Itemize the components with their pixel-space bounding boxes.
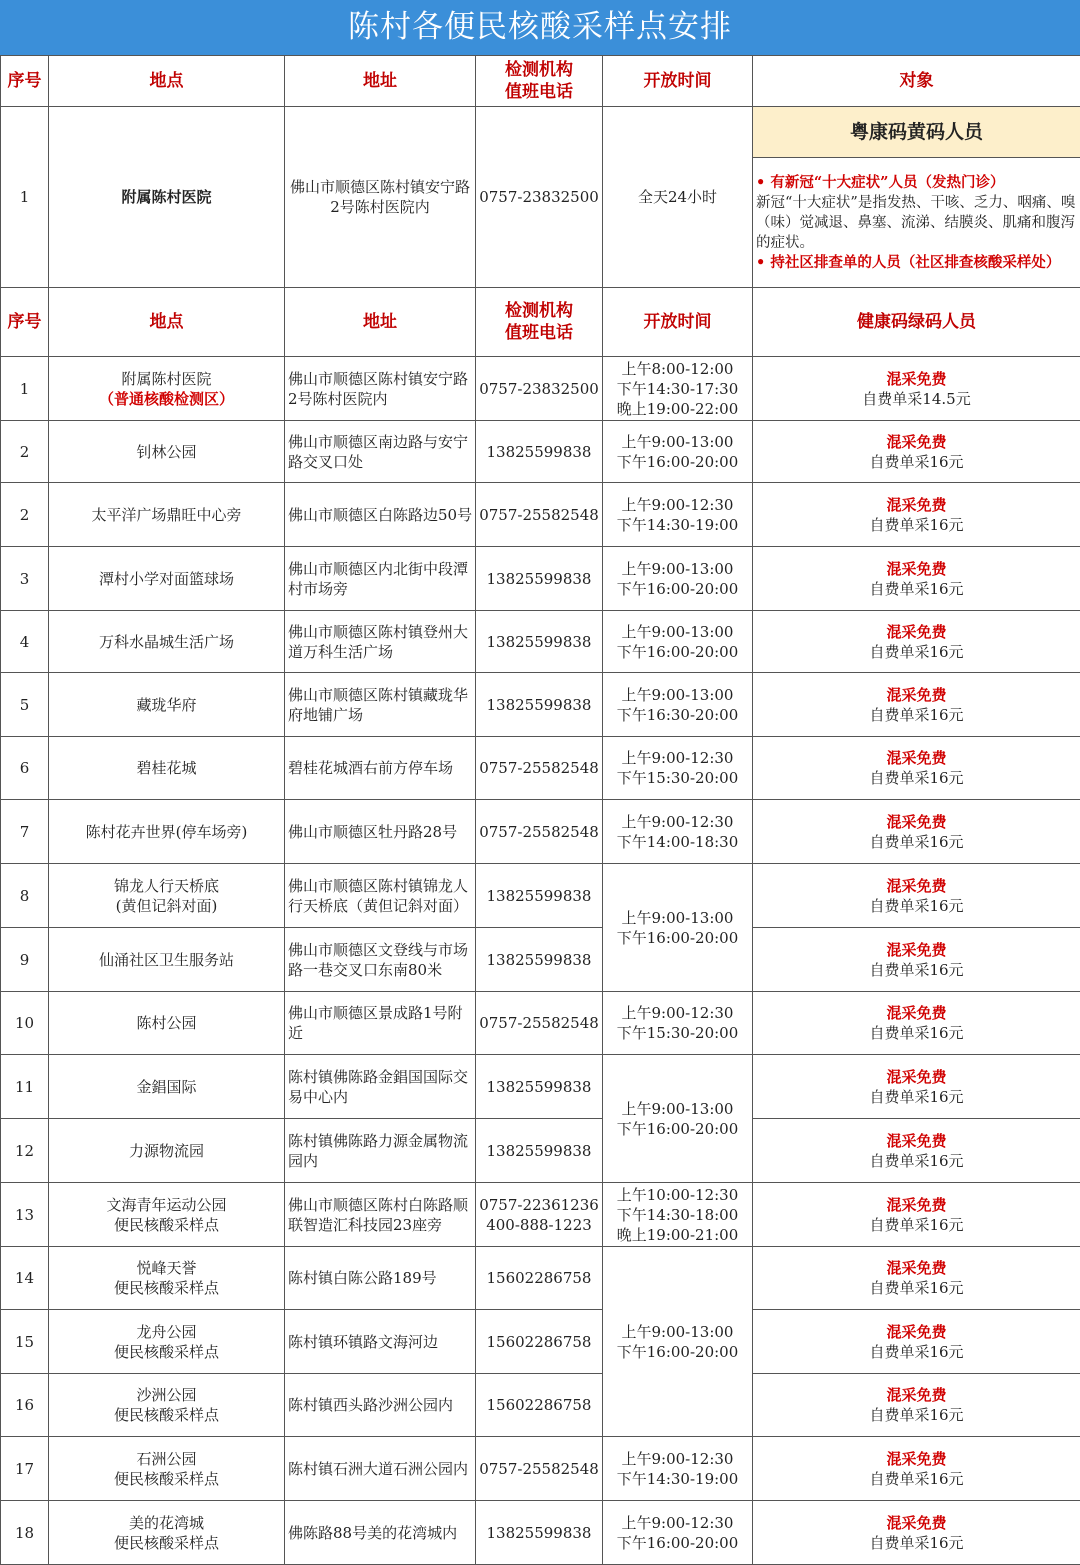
row-time xyxy=(603,547,753,611)
row-target xyxy=(753,1247,1080,1310)
phone-number: 13825599838 xyxy=(487,1524,592,1542)
place-subtitle: （普通核酸检测区） xyxy=(99,390,234,408)
place-name: 陈村公园 xyxy=(136,1014,196,1032)
time-slot: 下午16:00-20:00 xyxy=(617,643,739,661)
time-slot: 上午9:00-13:00 xyxy=(622,1100,734,1118)
row-address: 佛山市顺德区陈村白陈路顺联智造汇科技园23座旁 xyxy=(285,1183,476,1247)
row-place xyxy=(49,421,285,483)
row-seq: 2 xyxy=(1,483,49,547)
table-row xyxy=(1,928,1080,992)
single-sample-price: 自费单采16元 xyxy=(869,1406,963,1424)
row-address: 佛山市顺德区陈村镇安宁路2号陈村医院内 xyxy=(285,107,476,288)
row-seq: 10 xyxy=(1,992,49,1055)
row-seq: 16 xyxy=(1,1374,49,1437)
row-time xyxy=(603,1183,753,1247)
time-slot: 下午16:00-20:00 xyxy=(617,580,739,598)
row-place xyxy=(49,611,285,673)
row-address: 佛山市顺德区景成路1号附近 xyxy=(285,992,476,1055)
row-address: 陈村镇白陈公路189号 xyxy=(285,1247,476,1310)
time-slot: 上午9:00-12:30 xyxy=(622,813,734,831)
place-name: 龙舟公园 xyxy=(136,1323,196,1341)
row-seq: 1 xyxy=(1,357,49,421)
row-place: 附属陈村医院 xyxy=(49,107,285,288)
single-sample-price: 自费单采16元 xyxy=(869,580,963,598)
header-time: 开放时间 xyxy=(603,56,753,107)
row-time: 全天24小时 xyxy=(603,107,753,288)
single-sample-price: 自费单采16元 xyxy=(869,897,963,915)
row-target xyxy=(753,928,1080,992)
row-place xyxy=(49,1247,285,1310)
single-sample-price: 自费单采16元 xyxy=(869,1216,963,1234)
header-address: 地址 xyxy=(285,56,476,107)
phone-number: 0757-25582548 xyxy=(479,1460,599,1478)
time-slot: 晚上19:00-21:00 xyxy=(617,1226,739,1244)
row-target xyxy=(753,1183,1080,1247)
row-phone xyxy=(476,1501,603,1565)
header-phone xyxy=(476,288,603,357)
phone-number: 15602286758 xyxy=(487,1396,592,1414)
header-phone-line2: 值班电话 xyxy=(505,323,573,343)
row-address: 陈村镇石洲大道石洲公园内 xyxy=(285,1437,476,1501)
free-pooled-label: 混采免费 xyxy=(886,749,946,767)
phone-number: 13825599838 xyxy=(487,1142,592,1160)
table-row xyxy=(1,1119,1080,1183)
row-target xyxy=(753,1374,1080,1437)
row-seq: 11 xyxy=(1,1055,49,1119)
place-name: 太平洋广场鼎旺中心旁 xyxy=(91,506,241,524)
table-row xyxy=(1,483,1080,547)
place-name-line2: 便民核酸采样点 xyxy=(114,1279,219,1297)
table-row xyxy=(1,1501,1080,1565)
time-slot: 上午9:00-13:00 xyxy=(622,909,734,927)
header-phone xyxy=(476,56,603,107)
table-row xyxy=(1,673,1080,737)
row-seq: 5 xyxy=(1,673,49,737)
free-pooled-label: 混采免费 xyxy=(886,1514,946,1532)
row-address: 陈村镇佛陈路力源金属物流园内 xyxy=(285,1119,476,1183)
phone-number: 0757-23832500 xyxy=(479,380,599,398)
time-slot: 上午9:00-12:30 xyxy=(622,1450,734,1468)
time-slot: 上午9:00-13:00 xyxy=(622,623,734,641)
time-slot: 下午16:00-20:00 xyxy=(617,453,739,471)
single-sample-price: 自费单采16元 xyxy=(869,769,963,787)
row-seq: 2 xyxy=(1,421,49,483)
row-address: 佛山市顺德区陈村镇安宁路2号陈村医院内 xyxy=(285,357,476,421)
header-address: 地址 xyxy=(285,288,476,357)
time-slot: 上午10:00-12:30 xyxy=(617,1186,739,1204)
place-name: 沙洲公园 xyxy=(136,1386,196,1404)
table-row xyxy=(1,357,1080,421)
row-phone xyxy=(476,1055,603,1119)
row-phone xyxy=(476,1310,603,1374)
phone-number: 13825599838 xyxy=(487,1078,592,1096)
row-target xyxy=(753,1501,1080,1565)
symptom-description: 新冠“十大症状”是指发热、干咳、乏力、咽痛、嗅 （味）觉减退、鼻塞、流涕、结膜炎、肌痛和腹泻的症状。 xyxy=(756,193,1077,253)
place-name: 碧桂花城 xyxy=(136,759,196,777)
free-pooled-label: 混采免费 xyxy=(886,496,946,514)
row-target xyxy=(753,864,1080,928)
row-address: 佛山市顺德区陈村镇锦龙人行天桥底（黄但记斜对面） xyxy=(285,864,476,928)
single-sample-price: 自费单采16元 xyxy=(869,1088,963,1106)
header-seq: 序号 xyxy=(1,288,49,357)
free-pooled-label: 混采免费 xyxy=(886,941,946,959)
time-slot: 下午14:30-19:00 xyxy=(617,516,739,534)
row-place xyxy=(49,737,285,800)
row-phone xyxy=(476,992,603,1055)
table-row xyxy=(1,611,1080,673)
row-phone: 0757-23832500 xyxy=(476,107,603,288)
row-seq: 18 xyxy=(1,1501,49,1565)
phone-number: 13825599838 xyxy=(487,887,592,905)
row-time xyxy=(603,992,753,1055)
single-sample-price: 自费单采16元 xyxy=(869,1152,963,1170)
place-name: 美的花湾城 xyxy=(129,1514,204,1532)
free-pooled-label: 混采免费 xyxy=(886,560,946,578)
row-target xyxy=(753,1437,1080,1501)
single-sample-price: 自费单采16元 xyxy=(869,833,963,851)
phone-number: 13825599838 xyxy=(487,443,592,461)
yellow-code-details xyxy=(753,158,1080,288)
place-name-line2: 便民核酸采样点 xyxy=(114,1406,219,1424)
row-time xyxy=(603,864,753,992)
header-phone-line1: 检测机构 xyxy=(505,60,573,80)
header-time: 开放时间 xyxy=(603,288,753,357)
place-name: 万科水晶城生活广场 xyxy=(99,633,234,651)
table-row xyxy=(1,1374,1080,1437)
phone-number: 13825599838 xyxy=(487,633,592,651)
phone-number: 0757-25582548 xyxy=(479,759,599,777)
table-row xyxy=(1,1183,1080,1247)
place-name: 仙涌社区卫生服务站 xyxy=(99,951,234,969)
phone-number: 13825599838 xyxy=(487,570,592,588)
row-target xyxy=(753,737,1080,800)
table-row xyxy=(1,800,1080,864)
row-address: 陈村镇佛陈路金錩国国际交易中心内 xyxy=(285,1055,476,1119)
free-pooled-label: 混采免费 xyxy=(886,813,946,831)
single-sample-price: 自费单采16元 xyxy=(869,1024,963,1042)
row-time xyxy=(603,800,753,864)
phone-number-2: 400-888-1223 xyxy=(486,1216,592,1234)
row-place xyxy=(49,864,285,928)
row-address: 佛山市顺德区南边路与安宁路交叉口处 xyxy=(285,421,476,483)
row-phone xyxy=(476,547,603,611)
row-seq: 8 xyxy=(1,864,49,928)
free-pooled-label: 混采免费 xyxy=(886,623,946,641)
row-place xyxy=(49,1374,285,1437)
row-time xyxy=(603,1055,753,1183)
row-place xyxy=(49,547,285,611)
row-target xyxy=(753,421,1080,483)
header-phone-line2: 值班电话 xyxy=(505,82,573,102)
time-slot: 上午9:00-12:30 xyxy=(622,749,734,767)
row-place xyxy=(49,1055,285,1119)
row-phone xyxy=(476,864,603,928)
time-slot: 晚上19:00-22:00 xyxy=(617,400,739,418)
page-title: 陈村各便民核酸采样点安排 xyxy=(0,0,1080,55)
single-sample-price: 自费单采16元 xyxy=(869,961,963,979)
row-address: 佛山市顺德区陈村镇藏珑华府地铺广场 xyxy=(285,673,476,737)
time-slot: 上午9:00-12:30 xyxy=(622,1514,734,1532)
row-target xyxy=(753,1310,1080,1374)
single-sample-price: 自费单采16元 xyxy=(869,1534,963,1552)
place-name-line2: 便民核酸采样点 xyxy=(114,1470,219,1488)
row-phone xyxy=(476,357,603,421)
place-name: 潭村小学对面篮球场 xyxy=(99,570,234,588)
free-pooled-label: 混采免费 xyxy=(886,370,946,388)
time-slot: 上午9:00-13:00 xyxy=(622,1323,734,1341)
row-place xyxy=(49,1501,285,1565)
row-seq: 14 xyxy=(1,1247,49,1310)
single-sample-price: 自费单采16元 xyxy=(869,706,963,724)
table-row xyxy=(1,421,1080,483)
row-target xyxy=(753,1119,1080,1183)
table-row xyxy=(1,864,1080,928)
table-header xyxy=(1,56,1080,107)
single-sample-price: 自费单采14.5元 xyxy=(862,390,970,408)
free-pooled-label: 混采免费 xyxy=(886,1450,946,1468)
row-time xyxy=(603,611,753,673)
time-slot: 下午14:30-17:30 xyxy=(617,380,739,398)
row-place xyxy=(49,1310,285,1374)
table-row xyxy=(1,1055,1080,1119)
row-address: 佛山市顺德区白陈路边50号 xyxy=(285,483,476,547)
row-phone xyxy=(476,673,603,737)
table-row xyxy=(1,1437,1080,1501)
time-slot: 下午16:00-20:00 xyxy=(617,929,739,947)
row-time xyxy=(603,673,753,737)
row-address: 佛山市顺德区牡丹路28号 xyxy=(285,800,476,864)
table-row xyxy=(1,992,1080,1055)
row-target xyxy=(753,1055,1080,1119)
table-row xyxy=(1,1310,1080,1374)
time-slot: 上午9:00-12:30 xyxy=(622,496,734,514)
phone-number: 15602286758 xyxy=(487,1333,592,1351)
place-name: 锦龙人行天桥底 xyxy=(114,877,219,895)
phone-number: 0757-25582548 xyxy=(479,823,599,841)
header-target: 对象 xyxy=(753,56,1080,107)
single-sample-price: 自费单采16元 xyxy=(869,1343,963,1361)
time-slot: 下午16:00-20:00 xyxy=(617,1343,739,1361)
row-seq: 1 xyxy=(1,107,49,288)
place-name: 力源物流园 xyxy=(129,1142,204,1160)
place-name: 藏珑华府 xyxy=(136,696,196,714)
time-slot: 下午16:00-20:00 xyxy=(617,1120,739,1138)
row-address: 佛山市顺德区文登线与市场路一巷交叉口东南80米 xyxy=(285,928,476,992)
row-place xyxy=(49,928,285,992)
place-name-line2: 便民核酸采样点 xyxy=(114,1534,219,1552)
time-slot: 上午8:00-12:00 xyxy=(622,360,734,378)
row-phone xyxy=(476,928,603,992)
free-pooled-label: 混采免费 xyxy=(886,1259,946,1277)
free-pooled-label: 混采免费 xyxy=(886,686,946,704)
place-name: 附属陈村医院 xyxy=(121,370,211,388)
free-pooled-label: 混采免费 xyxy=(886,1132,946,1150)
row-place xyxy=(49,1119,285,1183)
row-place xyxy=(49,1437,285,1501)
header-seq: 序号 xyxy=(1,56,49,107)
row-seq: 3 xyxy=(1,547,49,611)
row-time xyxy=(603,737,753,800)
row-address: 陈村镇环镇路文海河边 xyxy=(285,1310,476,1374)
row-phone xyxy=(476,1183,603,1247)
row-phone xyxy=(476,483,603,547)
single-sample-price: 自费单采16元 xyxy=(869,453,963,471)
row-phone xyxy=(476,1437,603,1501)
row-place xyxy=(49,1183,285,1247)
row-target xyxy=(753,800,1080,864)
time-slot: 下午16:00-20:00 xyxy=(617,1534,739,1552)
phone-number: 0757-25582548 xyxy=(479,1014,599,1032)
row-address: 碧桂花城酒右前方停车场 xyxy=(285,737,476,800)
row-target xyxy=(753,611,1080,673)
row-time xyxy=(603,357,753,421)
row-target xyxy=(753,357,1080,421)
place-name: 陈村花卉世界(停车场旁) xyxy=(86,823,248,841)
row-time xyxy=(603,1437,753,1501)
free-pooled-label: 混采免费 xyxy=(886,1386,946,1404)
row-target xyxy=(753,547,1080,611)
place-name: 金錩国际 xyxy=(136,1078,196,1096)
phone-number: 15602286758 xyxy=(487,1269,592,1287)
row-target xyxy=(753,992,1080,1055)
place-name: 悦峰天誉 xyxy=(136,1259,196,1277)
yellow-code-title: 粤康码黄码人员 xyxy=(753,107,1080,158)
row-seq: 4 xyxy=(1,611,49,673)
symptom-bullet: • 有新冠“十大症状”人员（发热门诊） xyxy=(756,173,1077,193)
single-sample-price: 自费单采16元 xyxy=(869,1470,963,1488)
place-name-line2: (黄但记斜对面) xyxy=(116,897,218,915)
single-sample-price: 自费单采16元 xyxy=(869,516,963,534)
row-seq: 13 xyxy=(1,1183,49,1247)
table-row xyxy=(1,107,1080,158)
row-place xyxy=(49,483,285,547)
row-phone xyxy=(476,421,603,483)
free-pooled-label: 混采免费 xyxy=(886,1068,946,1086)
header-target: 健康码绿码人员 xyxy=(753,288,1080,357)
row-time xyxy=(603,1501,753,1565)
row-place xyxy=(49,800,285,864)
time-slot: 下午14:30-19:00 xyxy=(617,1470,739,1488)
row-phone xyxy=(476,1374,603,1437)
row-address: 佛陈路88号美的花湾城内 xyxy=(285,1501,476,1565)
row-phone xyxy=(476,1247,603,1310)
row-phone xyxy=(476,800,603,864)
header-place: 地点 xyxy=(49,56,285,107)
table-row xyxy=(1,1247,1080,1310)
row-seq: 7 xyxy=(1,800,49,864)
row-seq: 17 xyxy=(1,1437,49,1501)
single-sample-price: 自费单采16元 xyxy=(869,643,963,661)
row-seq: 9 xyxy=(1,928,49,992)
free-pooled-label: 混采免费 xyxy=(886,1323,946,1341)
table-row xyxy=(1,737,1080,800)
free-pooled-label: 混采免费 xyxy=(886,877,946,895)
row-place xyxy=(49,357,285,421)
row-phone xyxy=(476,1119,603,1183)
phone-number: 0757-22361236 xyxy=(479,1196,599,1214)
row-address: 陈村镇西头路沙洲公园内 xyxy=(285,1374,476,1437)
time-slot: 下午14:30-18:00 xyxy=(617,1206,739,1224)
phone-number: 0757-25582548 xyxy=(479,506,599,524)
time-slot: 下午15:30-20:00 xyxy=(617,769,739,787)
place-name: 钊林公园 xyxy=(136,443,196,461)
row-seq: 6 xyxy=(1,737,49,800)
row-address: 佛山市顺德区陈村镇登州大道万科生活广场 xyxy=(285,611,476,673)
time-slot: 下午16:30-20:00 xyxy=(617,706,739,724)
free-pooled-label: 混采免费 xyxy=(886,433,946,451)
time-slot: 下午15:30-20:00 xyxy=(617,1024,739,1042)
place-name-line2: 便民核酸采样点 xyxy=(114,1216,219,1234)
time-slot: 上午9:00-13:00 xyxy=(622,433,734,451)
row-target xyxy=(753,483,1080,547)
row-phone xyxy=(476,737,603,800)
single-sample-price: 自费单采16元 xyxy=(869,1279,963,1297)
row-seq: 15 xyxy=(1,1310,49,1374)
table-row xyxy=(1,547,1080,611)
place-name: 文海青年运动公园 xyxy=(106,1196,226,1214)
phone-number: 13825599838 xyxy=(487,696,592,714)
row-time xyxy=(603,483,753,547)
time-slot: 下午14:00-18:30 xyxy=(617,833,739,851)
community-bullet: • 持社区排查单的人员（社区排查核酸采样处） xyxy=(756,253,1077,273)
place-name: 石洲公园 xyxy=(136,1450,196,1468)
row-time xyxy=(603,421,753,483)
free-pooled-label: 混采免费 xyxy=(886,1196,946,1214)
row-place xyxy=(49,673,285,737)
free-pooled-label: 混采免费 xyxy=(886,1004,946,1022)
table-header xyxy=(1,288,1080,357)
header-place: 地点 xyxy=(49,288,285,357)
place-name-line2: 便民核酸采样点 xyxy=(114,1343,219,1361)
sampling-sites-table xyxy=(0,55,1080,1565)
time-slot: 上午9:00-13:00 xyxy=(622,560,734,578)
time-slot: 上午9:00-12:30 xyxy=(622,1004,734,1022)
phone-number: 13825599838 xyxy=(487,951,592,969)
time-slot: 上午9:00-13:00 xyxy=(622,686,734,704)
row-place xyxy=(49,992,285,1055)
row-target xyxy=(753,673,1080,737)
row-time xyxy=(603,1247,753,1437)
header-phone-line1: 检测机构 xyxy=(505,301,573,321)
row-address: 佛山市顺德区内北街中段潭村市场旁 xyxy=(285,547,476,611)
row-seq: 12 xyxy=(1,1119,49,1183)
row-phone xyxy=(476,611,603,673)
